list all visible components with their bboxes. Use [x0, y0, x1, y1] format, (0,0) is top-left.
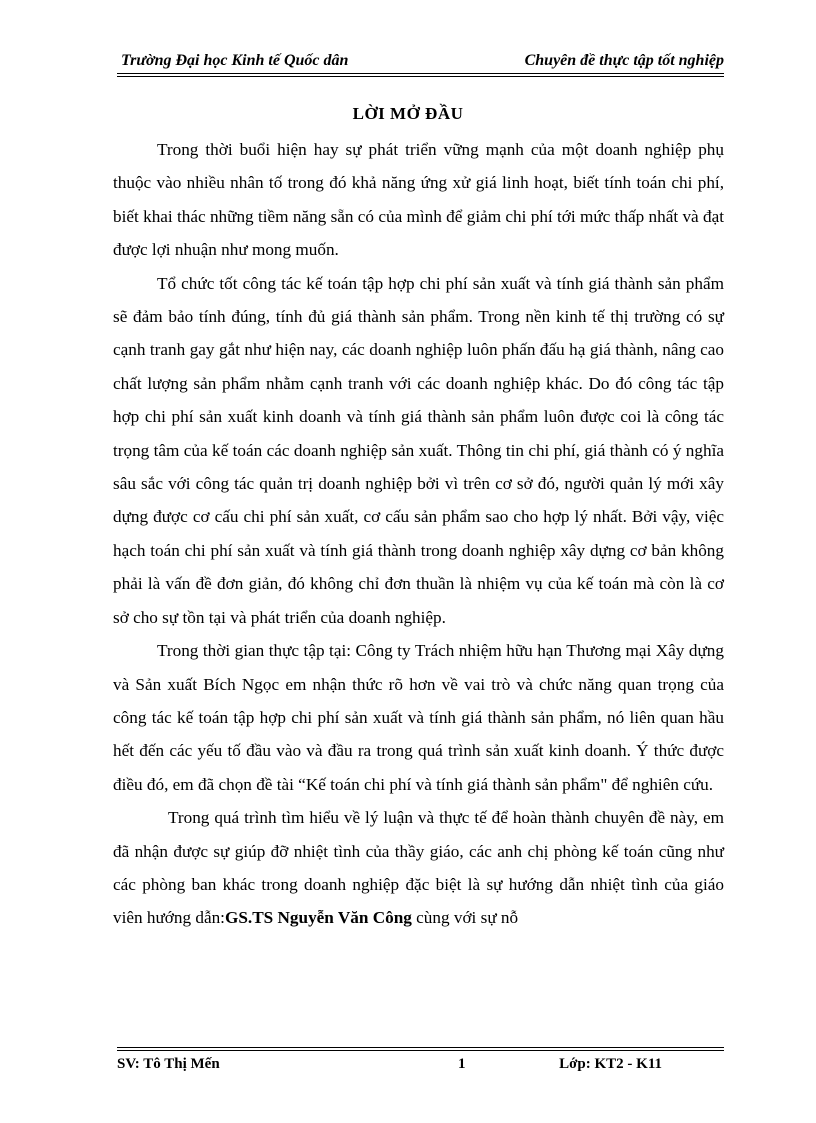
- footer-rule-2: [117, 1050, 724, 1051]
- header-rule: [117, 73, 724, 74]
- header-rule-2: [117, 76, 724, 77]
- paragraph-4-text: Trong quá trình tìm hiểu về lý luận và thực tế để hoàn thành chuyên đề này, em đã nhận được sự giúp đỡ nhiệt tình của thầy giáo, các anh chị phòng kế toán cũng như các phòng ban khác trong doanh nghiệp đặc biệt là sự hướng dẫn nhiệt tình của giáo viên hướng dẫn:: [113, 808, 724, 928]
- paragraph-3: Trong thời gian thực tập tại: Công ty Trách nhiệm hữu hạn Thương mại Xây dựng và Sản xuất Bích Ngọc em nhận thức rõ hơn về vai trò và chức năng quan trọng của công tác kế toán tập hợp chi phí sản xuất và tính giá thành sản phẩm, nó liên quan hầu hết đến các yếu tố đầu vào và đầu ra trong quá trình sản xuất kinh doanh. Ý thức được điều đó, em đã chọn đề tài “Kế toán chi phí và tính giá thành sản phẩm" để nghiên cứu.: [113, 641, 724, 794]
- page-header: [117, 50, 724, 74]
- advisor-name: GS.TS Nguyễn Văn Công: [224, 908, 412, 928]
- page-title: LỜI MỞ ĐẦU: [352, 104, 464, 123]
- paragraph-4-tail: cùng với sự nỗ: [411, 908, 519, 928]
- paragraph-2: Tổ chức tốt công tác kế toán tập hợp chi phí sản xuất và tính giá thành sản phẩm sẽ đảm bảo tính đúng, tính đủ giá thành sản phẩm. Trong nền kinh tế thị trường có sự cạnh tranh gay gắt như hiện nay, các doanh nghiệp luôn phấn đấu hạ giá thành, nâng cao chất lượng sản phẩm nhằm cạnh tranh với các doanh nghiệp khác. Do đó công tác tập hợp chi phí sản xuất kinh doanh và tính giá thành sản phẩm luôn được coi là công tác trọng tâm của kế toán các doanh nghiệp sản xuất. Thông tin chi phí, giá thành có ý nghĩa sâu sắc với công tác quản trị doanh nghiệp bởi vì trên cơ sở đó, người quản lý mới xây dựng được cơ cấu chi phí sản xuất, cơ cấu sản phẩm sao cho hợp lý nhất. Bởi vậy, việc hạch toán chi phí sản xuất và tính giá thành trong doanh nghiệp xây dựng cơ bản không phải là vấn đề đơn giản, đó không chỉ đơn thuần là nhiệm vụ của kế toán mà còn là cơ sở cho sự tồn tại và phát triển của doanh nghiệp.: [113, 273, 724, 627]
- footer-class: Lớp: KT2 - K11: [559, 1056, 662, 1072]
- page-number: 1: [458, 1056, 466, 1072]
- paragraph-4: [113, 801, 724, 935]
- header-document-type: Chuyên đề thực tập tốt nghiệp: [524, 52, 724, 69]
- header-university: Trường Đại học Kinh tế Quốc dân: [121, 52, 349, 69]
- body-text: [113, 133, 724, 935]
- footer-rule: [117, 1047, 724, 1048]
- paragraph-1: Trong thời buổi hiện hay sự phát triển vững mạnh của một doanh nghiệp phụ thuộc vào nhiều nhân tố trong đó khả năng ứng xử giá linh hoạt, biết tính toán chi phí, biết khai thác những tiềm năng sẵn có của mình để giảm chi phí tới mức thấp nhất và đạt được lợi nhuận như mong muốn.: [113, 140, 724, 260]
- footer-student: SV: Tô Thị Mến: [117, 1056, 220, 1072]
